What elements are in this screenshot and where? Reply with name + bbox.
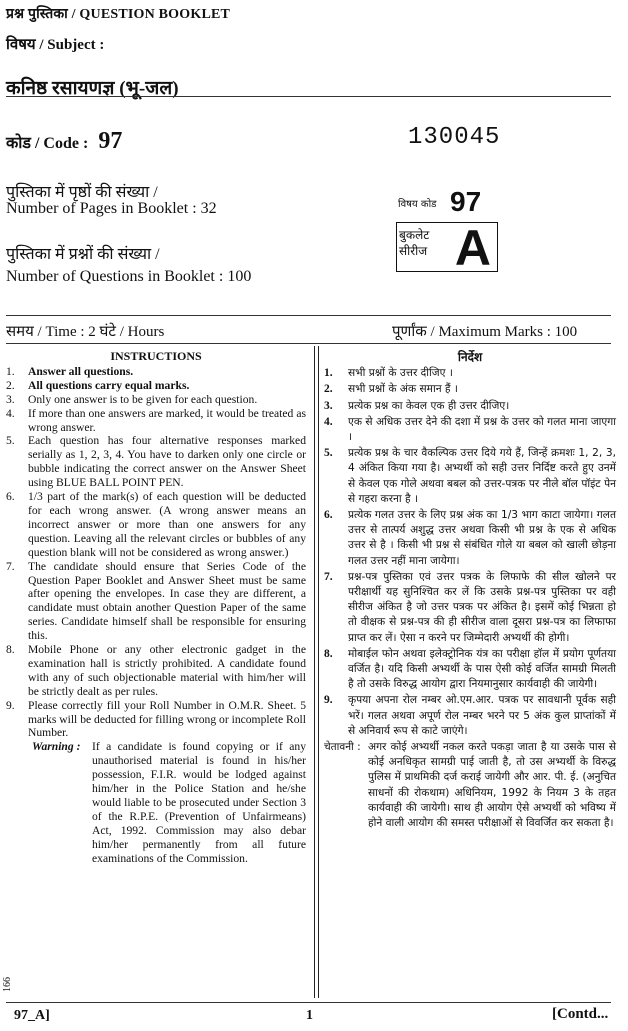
instruction-item [6,365,306,379]
instruction-text: If more than one answers are marked, it would be treated as wrong answer. [28,406,306,434]
instruction-text: Each question has four alternative responses marked serially as 1, 2, 3, 4. You have to darken only one circle or bubble indicating the correct answer on the Answer Sheet using BLUE BALL POINT PEN. [28,434,306,490]
series-box [396,220,498,276]
instruction-item [324,693,616,739]
instructions-english [6,350,306,866]
instruction-text: The candidate should ensure that Series Code of the Question Paper Booklet and Answer Sheet must be same after opening the envelopes. In case they are different, a candidate must obtain another Question Paper of the same series. Candidate himself shall be responsible for ensuring this. [28,559,306,643]
instruction-number: 5. [324,447,333,460]
divider [6,96,611,97]
instruction-number: 7. [6,559,15,573]
instruction-text: Only one answer is to be given for each question. [28,392,258,406]
column-divider [318,346,319,998]
instruction-text: प्रत्येक गलत उत्तर के लिए प्रश्न अंक का 1/3 भाग काटा जायेगा। गलत उत्तर से तात्पर्य अशुद्ध उत्तर अथवा किसी भी प्रश्न के एक से अधिक उत्तर से है । किसी भी प्रश्न से संबंधित गोले या बबल को खाली छोड़ना गलत उत्तर नहीं माना जायेगा। [348,509,616,567]
instruction-item [324,647,616,693]
code-value: 97 [98,128,123,154]
series-box-label [399,227,429,259]
series-code-label: विषय कोड [398,199,437,210]
instruction-number: 4. [324,415,333,428]
instruction-number: 7. [324,570,333,583]
instruction-item [324,446,616,507]
caution-label: चेतावनी : [324,741,361,754]
instruction-item [6,699,306,741]
instruction-item [6,379,306,393]
time-label: समय / Time : 2 घंटे / Hours [6,324,165,340]
instruction-text: एक से अधिक उत्तर देने की दशा में प्रश्न के उत्तर को गलत माना जाएगा । [348,415,616,444]
caution-block [324,740,616,831]
instruction-text: Please correctly fill your Roll Number in O.M.R. Sheet. 5 marks will be deducted for filling wrong or incomplete Roll Number. [28,698,306,740]
instructions-heading: INSTRUCTIONS [110,349,202,363]
series-box-label-2: सीरीज [399,244,428,258]
instruction-number: 8. [6,643,15,657]
warning-text: If a candidate is found copying or if any unauthorised material is found in his/her possession, F.I.R. would be lodged against him/her in the Police Station and he/she would liable to be prosecuted under Section 3 of the R.P.E. (Prevention of Unfairmeans) Act, 1992. Commission may also debar him/her permanently from all future examinations of the Commission. [92,740,306,865]
instruction-item [324,382,616,397]
instruction-number: 3. [324,399,333,412]
instructions-heading-hindi: निर्देश [457,350,483,364]
series-letter: A [454,220,491,276]
questions-label-english: Number of Questions in Booklet : 100 [6,268,252,285]
instruction-item [324,366,616,381]
instruction-number: 4. [6,406,15,420]
page-number: 1 [306,1008,313,1023]
instruction-text: 1/3 part of the mark(s) of each question will be deducted for each wrong answer. (A wrong answer means an incorrect answer or more than one answers for any question. Leaving all the relevant circles or bubbles of any question blank will not be considered as wrong answer.) [28,490,306,559]
series-box-label-1: बुकलेट [399,228,430,242]
instruction-item [6,490,306,560]
column-divider [314,346,315,998]
instruction-text: कृपया अपना रोल नम्बर ओ.एम.आर. पत्रक पर सावधानी पूर्वक सही भरें। गलत अथवा अपूर्ण रोल नम्बर भरने पर 5 अंक कुल प्राप्तांकों में से अनिवार्य रूप से काटे जाएंगे। [348,694,616,737]
serial-number: 130045 [408,124,501,151]
instruction-number: 1. [324,367,333,380]
pages-label-english: Number of Pages in Booklet : 32 [6,200,217,217]
instruction-text: प्रत्येक प्रश्न का केवल एक ही उत्तर दीजिए। [348,399,510,412]
divider [6,343,611,344]
instruction-text: All questions carry equal marks. [28,378,190,392]
instruction-item [324,570,616,646]
warning-label: Warning : [32,740,81,754]
instruction-number: 8. [324,647,333,660]
instruction-text: प्रत्येक प्रश्न के चार वैकल्पिक उत्तर दिये गये हैं, जिन्हें क्रमशः 1, 2, 3, 4 अंकित किया गया है। अभ्यर्थी को सही उत्तर निर्दिष्ट करते हुए उनमें से केवल एक गोले अथवा बबल को उत्तर-पत्रक पर नीले बॉल पॉइंट पेन से गहरा करना है । [348,447,616,505]
code-label: कोड / Code : [6,135,89,152]
instruction-text: सभी प्रश्नों के अंक समान हैं । [348,383,458,396]
side-number: 166 [2,977,13,992]
instruction-text: सभी प्रश्नों के उत्तर दीजिए । [348,367,453,380]
subject-name: कनिष्ठ रसायणज्ञ (भू-जल) [6,78,179,99]
continued-label: [Contd... [552,1006,609,1022]
booklet-title: प्रश्न पुस्तिका / QUESTION BOOKLET [6,7,231,22]
series-code-value: 97 [450,186,482,217]
instruction-item [6,560,306,643]
instruction-number: 2. [324,383,333,396]
instruction-item [6,434,306,490]
warning-block [6,740,306,865]
instruction-number: 1. [6,364,15,378]
instruction-text: मोबाईल फोन अथवा इलेक्ट्रोनिक यंत्र का परीक्षा हॉल में प्रयोग पूर्णतया वर्जित है। यदि किसी अभ्यर्थी के पास ऐसी कोई वर्जित सामग्री मिलती है तो उसके विरुद्ध आयोग द्वारा नियमानुसार कार्यवाही की जायेगी। [348,647,616,691]
divider [6,1002,611,1003]
divider [6,315,611,316]
instruction-item [6,393,306,407]
caution-text: अगर कोई अभ्यर्थी नकल करते पकड़ा जाता है या उसके पास से कोई अनधिकृत सामग्री पाई जाती है, तो उस अभ्यर्थी के विरुद्ध पुलिस में प्राथमिकी दर्ज कराई जायेगी और आर. पी. ई. (अनुचित साधनों की रोकथाम) अधिनियम, 1992 के नियम 3 के तहत कार्यवाही की जायेगी। साथ ही आयोग ऐसे अभ्यर्थी को भविष्य में होने वाली आयोग की समस्त परीक्षाओं से विवर्जित कर सकता है। [368,741,616,830]
instruction-number: 6. [6,490,15,504]
instructions-hindi [324,350,616,831]
max-marks-label: पूर्णांक / Maximum Marks : 100 [392,324,578,340]
code-row [6,128,122,155]
pages-label-hindi: पुस्तिका में पृष्ठों की संख्या / [6,184,158,201]
instruction-number: 3. [6,392,15,406]
instruction-text: Mobile Phone or any other electronic gadget in the examination hall is strictly prohibited. A candidate found with any of such objectionable material with him/her will be strictly dealt as per rules. [28,643,306,698]
footer-code: 97_A] [14,1008,50,1023]
instruction-number: 9. [324,694,333,707]
instruction-text: Answer all questions. [28,364,134,378]
instruction-number: 6. [324,509,333,522]
instruction-item [324,399,616,414]
instruction-number: 5. [6,434,15,448]
instruction-number: 9. [6,698,15,712]
instruction-item [6,407,306,435]
instruction-item [324,415,616,445]
instruction-item [324,508,616,569]
subject-label: विषय / Subject : [6,37,105,53]
instruction-number: 2. [6,378,15,392]
instruction-item [6,643,306,699]
instruction-text: प्रश्न-पत्र पुस्तिका एवं उत्तर पत्रक के लिफाफे की सील खोलने पर परीक्षार्थी यह सुनिश्चित कर लें कि उसके प्रश्न-पत्र पुस्तिका पर वही सीरीज अंकित है जो उत्तर पत्रक पर अंकित है। इसमें कोई भिन्नता हो तो वीक्षक से प्रश्न-पत्र की ही सीरीज वाला दूसरा प्रश्न-पत्र का लिफाफा प्राप्त कर लें। ऐसा न करने पर जिम्मेदारी अभ्यर्थी की होगी। [348,570,616,644]
questions-label-hindi: पुस्तिका में प्रश्नों की संख्या / [6,246,160,263]
